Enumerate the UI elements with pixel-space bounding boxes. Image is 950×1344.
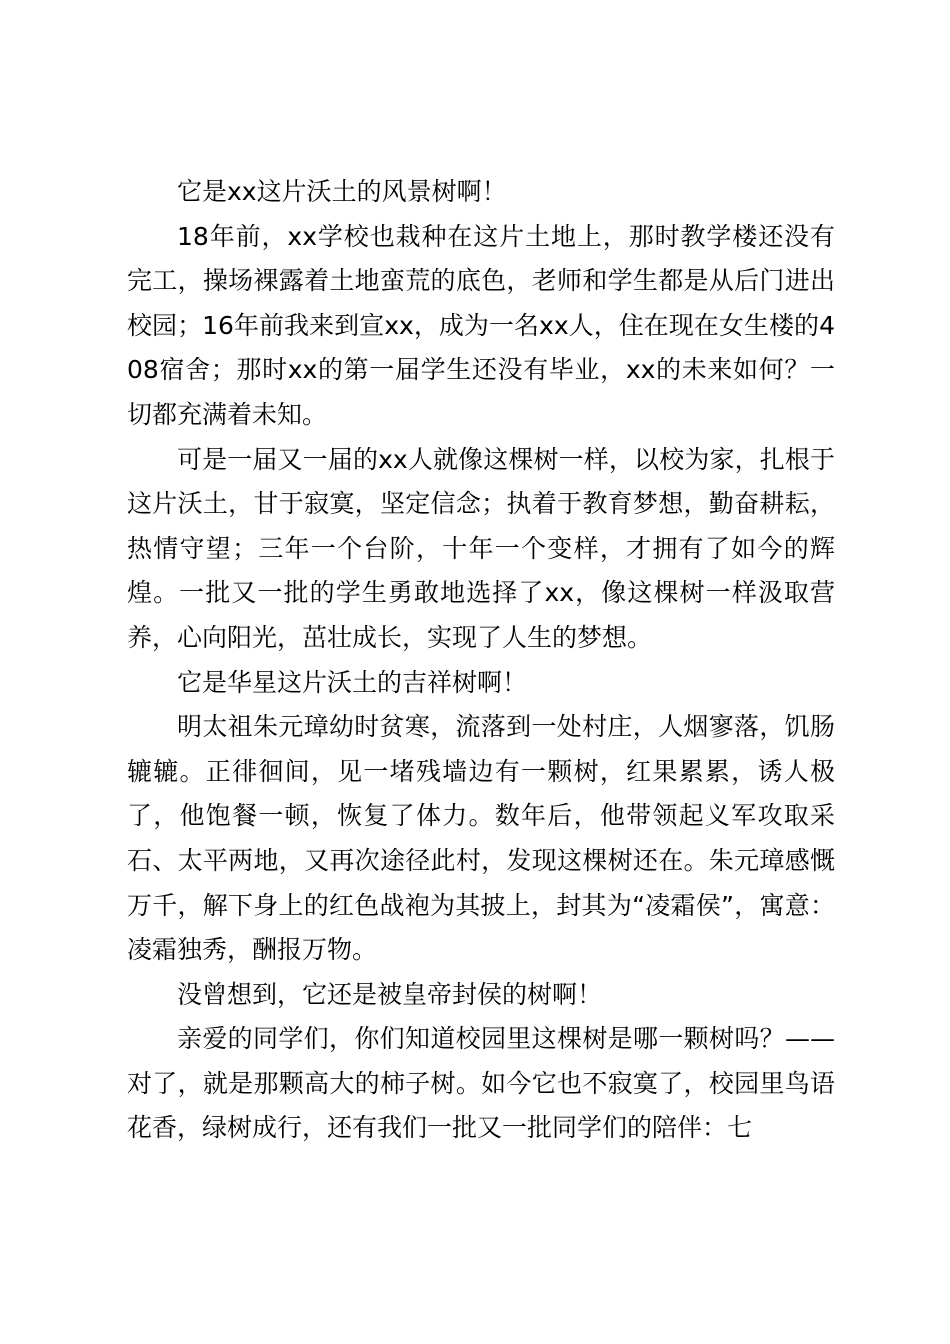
document-body <box>127 170 835 1151</box>
paragraph: 它是华星这片沃土的吉祥树啊！ <box>177 667 528 697</box>
paragraph: 可是一届又一届的xx人就像这棵树一样，以校为家，扎根于这片沃土，甘于寂寞，坚定信念；执着于教育梦想，勤奋耕耘，热情守望；三年一个台阶，十年一个变样，才拥有了如今的辉煌。一批又一批的学生勇敢地选择了xx，像这棵树一样汲取营养，心向阳光，茁壮成长，实现了人生的梦想。 <box>127 444 835 652</box>
paragraph: 18年前，xx学校也栽种在这片土地上，那时教学楼还没有完工，操场裸露着土地蛮荒的底色，老师和学生都是从后门进出校园；16年前我来到宣xx，成为一名xx人，住在现在女生楼的408宿舍；那时xx的第一届学生还没有毕业，xx的未来如何？一切都充满着未知。 <box>127 221 835 429</box>
paragraph: 它是xx这片沃土的风景树啊！ <box>177 177 507 206</box>
paragraph: 没曾想到，它还是被皇帝封侯的树啊！ <box>177 979 603 1009</box>
paragraph: 明太祖朱元璋幼时贫寒，流落到一处村庄，人烟寥落，饥肠辘辘。正徘徊间，见一堵残墙边有一颗树，红果累累，诱人极了，他饱餐一顿，恢复了体力。数年后，他带领起义军攻取采石、太平两地，又再次途径此村，发现这棵树还在。朱元璋感慨万千，解下身上的红色战袍为其披上，封其为“凌霜侯”，寓意：凌霜独秀，酬报万物。 <box>127 712 835 965</box>
paragraph: 亲爱的同学们，你们知道校园里这棵树是哪一颗树吗？——对了，就是那颗高大的柿子树。如今它也不寂寞了，校园里鸟语花香，绿树成行，还有我们一批又一批同学们的陪伴：七 <box>127 1024 835 1143</box>
